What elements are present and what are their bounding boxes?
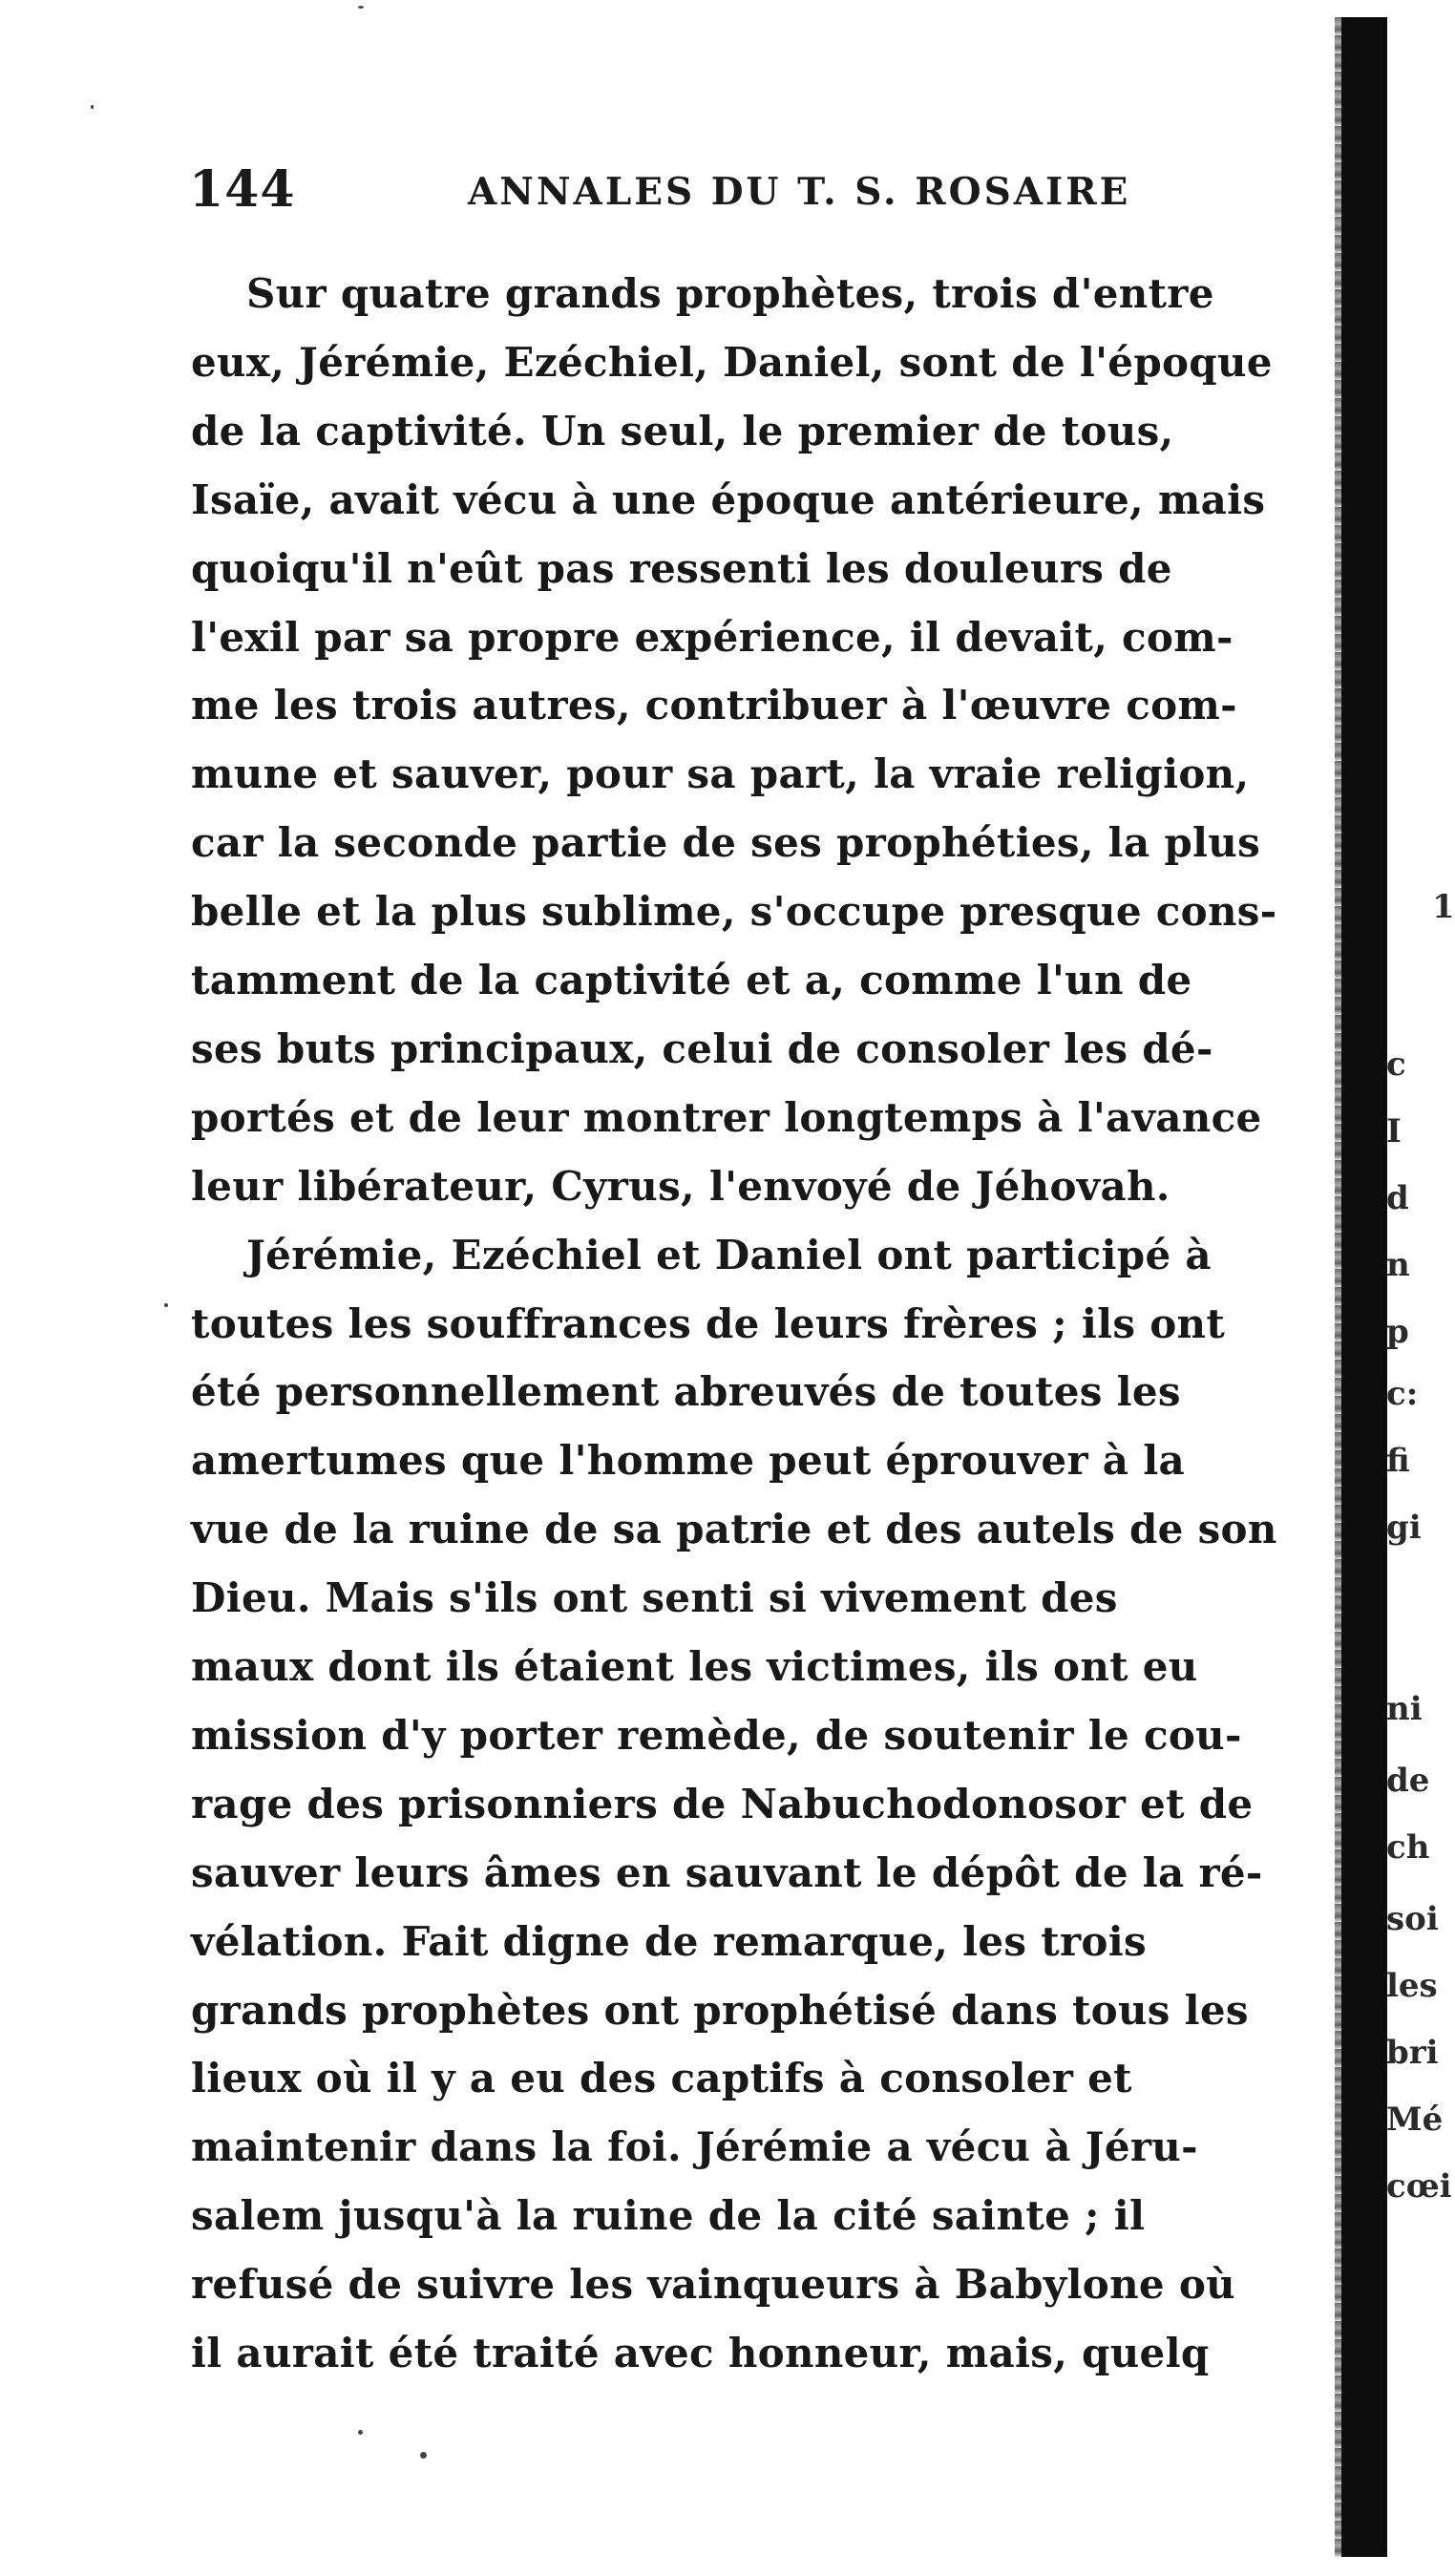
- ink-speck: [358, 2430, 363, 2435]
- facing-page-fragment: Mé: [1386, 2101, 1444, 2139]
- text-line: amertumes que l'homme peut éprouver à la: [191, 1437, 1185, 1484]
- ink-speck: [164, 1303, 168, 1307]
- text-line: ses buts principaux, celui de consoler les dé-: [191, 1025, 1213, 1072]
- text-line: il aurait été traité avec honneur, mais, quelq: [191, 2330, 1210, 2376]
- page-number: 144: [189, 160, 296, 219]
- binding-gutter: [1341, 17, 1387, 2557]
- text-line: mune et sauver, pour sa part, la vraie religion,: [191, 750, 1250, 797]
- text-line: eux, Jérémie, Ezéchiel, Daniel, sont de l'époque: [191, 339, 1273, 386]
- page-header: [0, 160, 1356, 218]
- text-line: me les trois autres, contribuer à l'œuvre com-: [191, 682, 1237, 728]
- text-line: vue de la ruine de sa patrie et des autels de son: [191, 1506, 1277, 1552]
- text-line: mission d'y porter remède, de soutenir le cou-: [191, 1712, 1242, 1759]
- text-line: belle et la plus sublime, s'occupe presque cons-: [191, 888, 1277, 935]
- text-line: portés et de leur montrer longtemps à l'avance: [191, 1094, 1262, 1141]
- text-line: maux dont ils étaient les victimes, ils ont eu: [191, 1643, 1198, 1690]
- text-line: Dieu. Mais s'ils ont senti si vivement des: [191, 1574, 1118, 1621]
- facing-page-fragment: gi: [1386, 1509, 1422, 1547]
- facing-page-fragment: c: [1386, 1045, 1406, 1084]
- text-line: Jérémie, Ezéchiel et Daniel ont participé à: [246, 1232, 1212, 1278]
- text-line: Sur quatre grands prophètes, trois d'entre: [246, 270, 1214, 317]
- facing-page-fragment: cœi: [1386, 2167, 1452, 2206]
- text-line: de la captivité. Un seul, le premier de tous,: [191, 408, 1174, 454]
- text-line: sauver leurs âmes en sauvant le dépôt de la ré-: [191, 1849, 1263, 1896]
- text-line: lieux où il y a eu des captifs à consoler et: [191, 2055, 1132, 2101]
- facing-page-fragment: I: [1386, 1112, 1402, 1151]
- text-line: refusé de suivre les vainqueurs à Babylone où: [191, 2261, 1235, 2308]
- text-line: grands prophètes ont prophétisé dans tous les: [191, 1987, 1249, 2034]
- text-line: tamment de la captivité et a, comme l'un de: [191, 957, 1192, 1003]
- text-line: l'exil par sa propre expérience, il devait, com-: [191, 614, 1234, 661]
- facing-page-fragment: de: [1386, 1762, 1430, 1800]
- text-line: maintenir dans la foi. Jérémie a vécu à Jéru-: [191, 2123, 1198, 2170]
- text-line: rage des prisonniers de Nabuchodonosor et de: [191, 1781, 1254, 1827]
- text-line: leur libérateur, Cyrus, l'envoyé de Jéhovah.: [191, 1163, 1170, 1210]
- running-head: ANNALES DU T. S. ROSAIRE: [468, 170, 1131, 214]
- facing-page-fragment: c:: [1386, 1375, 1419, 1413]
- facing-page-fragment: bri: [1386, 2034, 1439, 2072]
- text-line: vélation. Fait digne de remarque, les trois: [191, 1918, 1147, 1965]
- ink-speck: [91, 105, 94, 109]
- facing-page-fragment: ch: [1386, 1828, 1430, 1867]
- text-line: car la seconde partie de ses prophéties, la plus: [191, 819, 1261, 866]
- facing-page-fragment: fi: [1386, 1442, 1410, 1480]
- facing-page-fragment: ni: [1386, 1690, 1423, 1728]
- text-line: Isaïe, avait vécu à une époque antérieure, mais: [191, 476, 1266, 523]
- facing-page-fragment: soi: [1386, 1900, 1439, 1938]
- text-line: quoiqu'il n'eût pas ressenti les douleurs de: [191, 545, 1172, 592]
- facing-page-fragment: p: [1386, 1313, 1409, 1351]
- ink-speck: [358, 6, 364, 9]
- text-line: toutes les souffrances de leurs frères ; ils ont: [191, 1300, 1226, 1347]
- facing-page-fragment: les: [1386, 1967, 1438, 2005]
- facing-page-fragment: n: [1386, 1246, 1410, 1284]
- ink-speck: [420, 2452, 427, 2459]
- text-line: été personnellement abreuvés de toutes les: [191, 1368, 1181, 1415]
- facing-page-fragment: 1: [1432, 888, 1455, 926]
- text-line: salem jusqu'à la ruine de la cité sainte ; il: [191, 2192, 1146, 2239]
- facing-page-fragment: d: [1386, 1179, 1409, 1217]
